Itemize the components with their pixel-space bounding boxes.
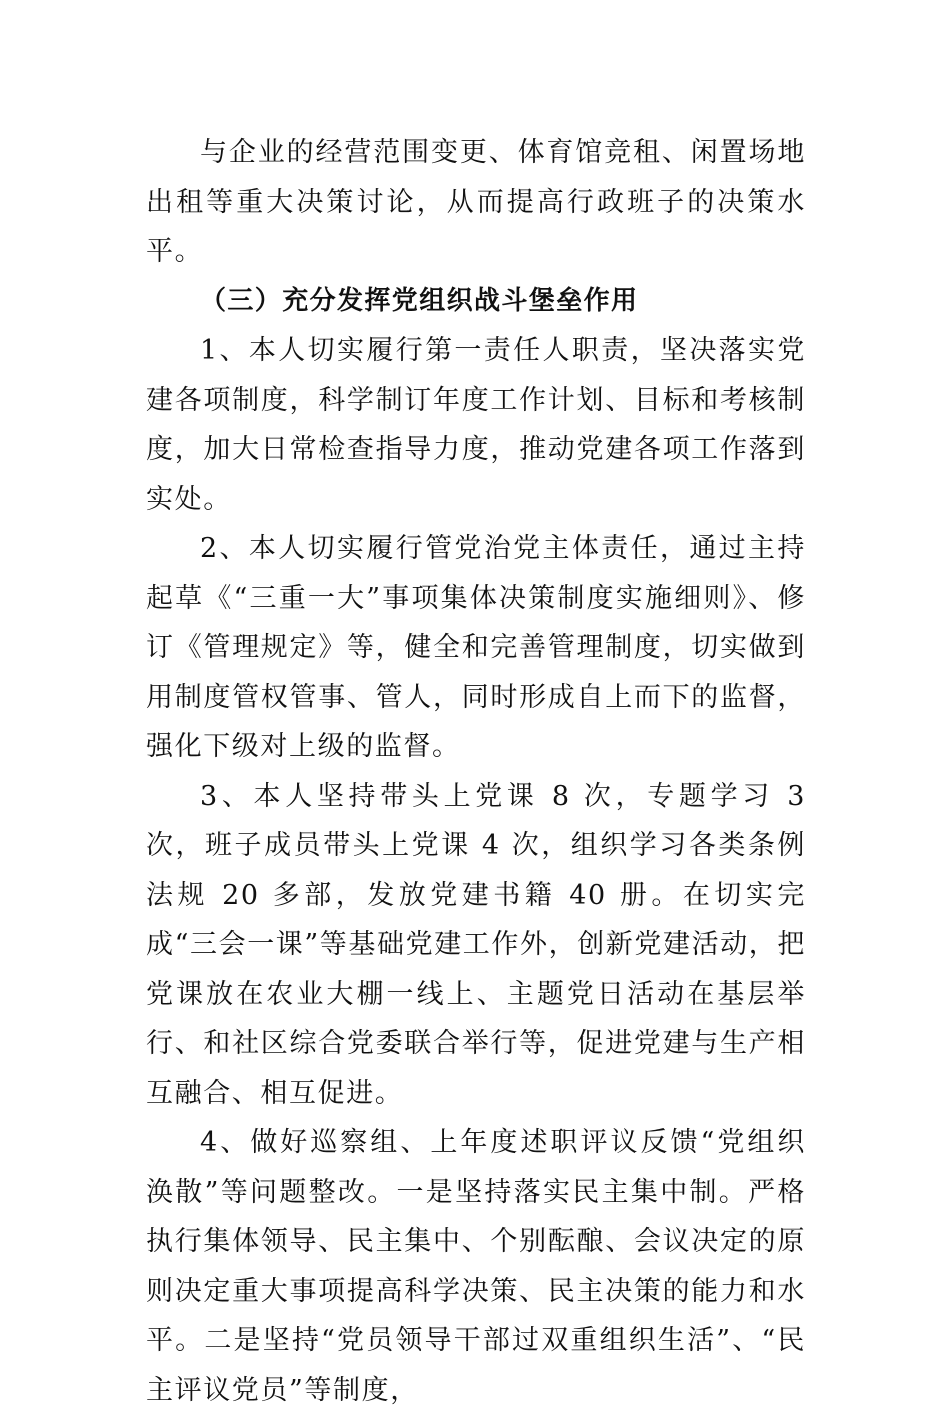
paragraph-item-2: 2、本人切实履行管党治党主体责任，通过主持起草《“三重一大”事项集体决策制度实施细则》、修订《管理规定》等，健全和完善管理制度，切实做到用制度管权管事、管人，同时形成自上而下的监督，强化下级对上级的监督。	[146, 533, 806, 762]
paragraph-item-4: 4、做好巡察组、上年度述职评议反馈“党组织涣散”等问题整改。一是坚持落实民主集中制。严格执行集体领导、民主集中、个别酝酿、会议决定的原则决定重大事项提高科学决策、民主决策的能力和水平。二是坚持“党员领导干部过双重组织生活”、“民主评议党员”等制度，	[146, 1127, 806, 1406]
document-body	[146, 128, 806, 1415]
paragraph-decision-level: 与企业的经营范围变更、体育馆竞租、闲置场地出租等重大决策讨论，从而提高行政班子的决策水平。	[146, 137, 806, 267]
paragraph-item-1: 1、本人切实履行第一责任人职责，坚决落实党建各项制度，科学制订年度工作计划、目标和考核制度，加大日常检查指导力度，推动党建各项工作落到实处。	[146, 335, 806, 515]
paragraph-item-3: 3、本人坚持带头上党课 8 次，专题学习 3 次，班子成员带头上党课 4 次，组织学习各类条例法规 20 多部，发放党建书籍 40 册。在切实完成“三会一课”等基础党建工作外，创新党建活动，把党课放在农业大棚一线上、主题党日活动在基层举行、和社区综合党委联合举行等，促进党建与生产相互融合、相互促进。	[146, 780, 807, 1109]
section-heading-party-fortress: （三）充分发挥党组织战斗堡垒作用	[200, 285, 639, 316]
